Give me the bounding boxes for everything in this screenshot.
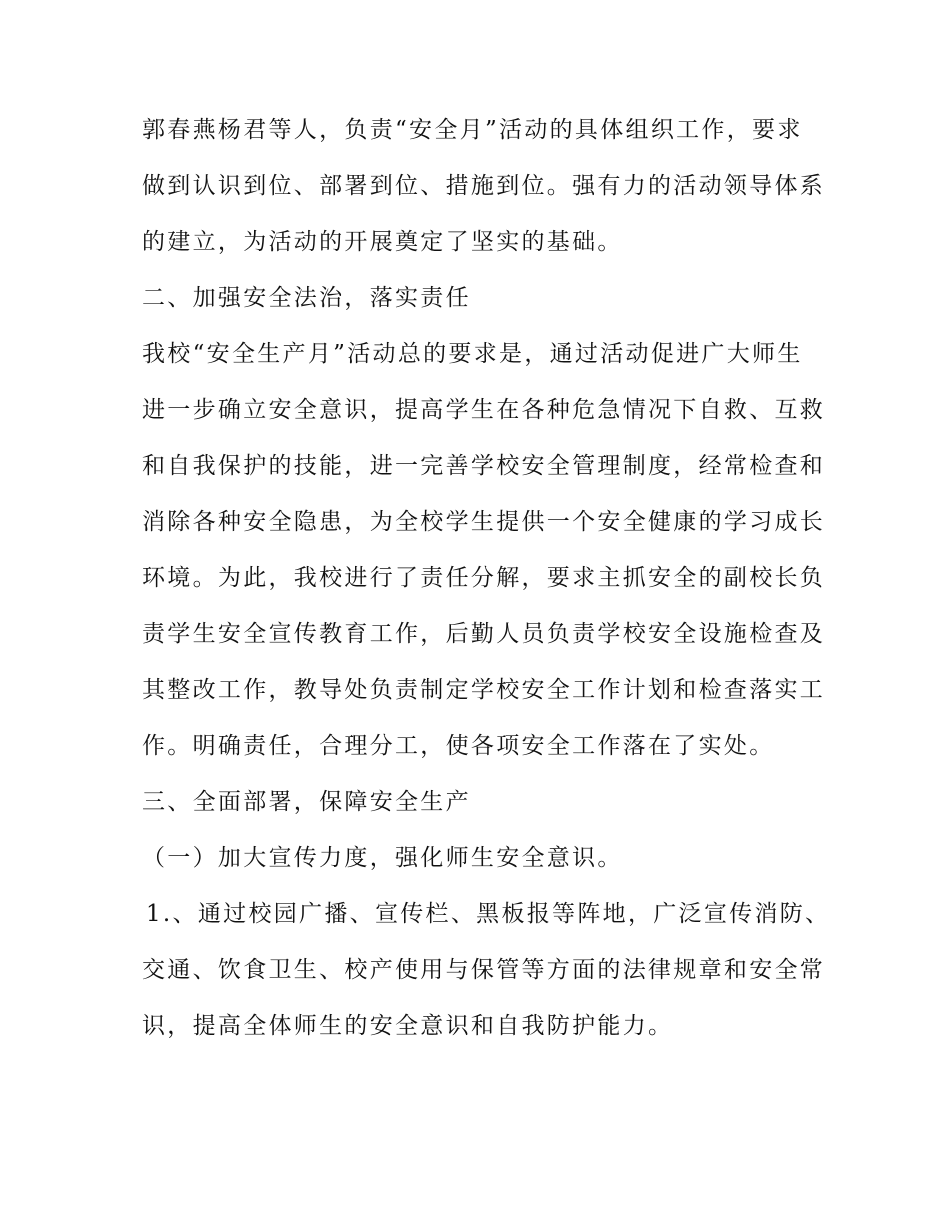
text-line: 交通、饮食卫生、校产使用与保管等方面的法律规章和安全常 [142, 957, 826, 983]
text-line: 的建立，为活动的开展奠定了坚实的基础。 [142, 229, 623, 255]
list-item: 1.、通过校园广播、宣传栏、黑板报等阵地，广泛宣传消防、 [146, 901, 831, 927]
text-line: 识，提高全体师生的安全意识和自我防护能力。 [142, 1013, 674, 1039]
text-line: 责学生安全宣传教育工作，后勤人员负责学校安全设施检查及 [142, 621, 826, 647]
text-line: 做到认识到位、部署到位、措施到位。强有力的活动领导体系 [142, 173, 826, 199]
text-line: 进一步确立安全意识，提高学生在各种危急情况下自救、互救 [142, 397, 826, 423]
section-heading: 三、全面部署，保障安全生产 [142, 789, 471, 815]
text-line: 环境。为此，我校进行了责任分解，要求主抓安全的副校长负 [142, 565, 826, 591]
text-line: 其整改工作，教导处负责制定学校安全工作计划和检查落实工 [142, 677, 826, 703]
text-line: 消除各种安全隐患，为全校学生提供一个安全健康的学习成长 [142, 509, 826, 535]
text-line: 我校“安全生产月”活动总的要求是，通过活动促进广大师生 [142, 341, 803, 367]
text-line: 郭春燕杨君等人，负责“安全月”活动的具体组织工作，要求 [142, 117, 803, 143]
text-line: 作。明确责任，合理分工，使各项安全工作落在了实处。 [142, 733, 775, 759]
subsection-heading: （一）加大宣传力度，强化师生安全意识。 [142, 845, 623, 871]
text-line: 和自我保护的技能，进一完善学校安全管理制度，经常检查和 [142, 453, 826, 479]
section-heading: 二、加强安全法治，落实责任 [142, 285, 471, 311]
